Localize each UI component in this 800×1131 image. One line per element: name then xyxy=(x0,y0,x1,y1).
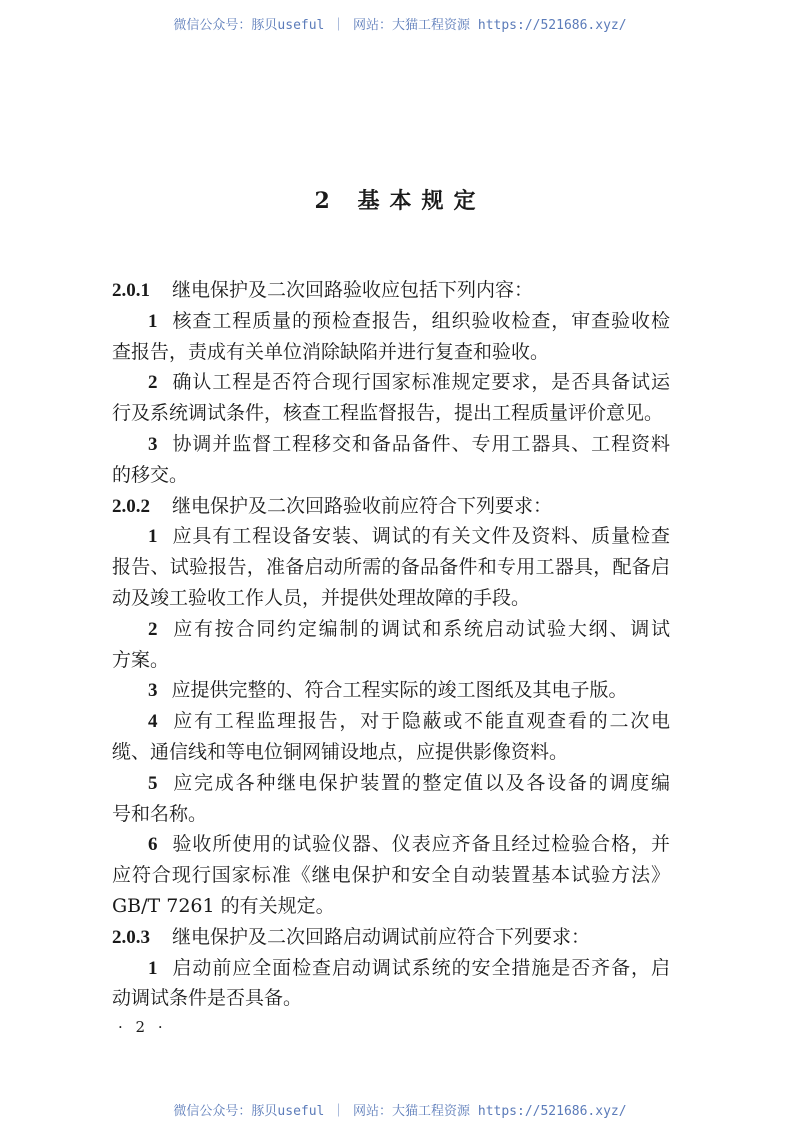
line-text: 动调试条件是否具备。 xyxy=(112,987,303,1010)
line-text: 查报告，责成有关单位消除缺陷并进行复查和验收。 xyxy=(112,340,550,363)
item-number: 1 xyxy=(148,310,158,332)
item-line xyxy=(112,768,670,799)
item-line xyxy=(112,645,670,676)
watermark-footer: 微信公众号：豚贝useful ｜ 网站：大猫工程资源 https://521686.xyz/ xyxy=(173,1104,627,1119)
item-number: 6 xyxy=(148,834,158,856)
clause-number: 2.0.3 xyxy=(112,926,150,948)
item-line xyxy=(112,614,670,645)
clause-number: 2.0.2 xyxy=(112,495,150,517)
item-line xyxy=(112,552,670,583)
item-line xyxy=(112,799,670,830)
line-text: 应提供完整的、符合工程实际的竣工图纸及其电子版。 xyxy=(171,679,628,702)
item-line xyxy=(112,706,670,737)
line-text: 行及系统调试条件，核查工程监督报告，提出工程质量评价意见。 xyxy=(112,402,664,425)
clause-line xyxy=(112,922,670,953)
line-text: 应​符​合​现​行​国​家​标​准​《​继​电​保​护​和​安​全​自​动​装​置​基​本​试​验​方​法​》 xyxy=(112,864,670,887)
item-line xyxy=(112,460,670,491)
item-line xyxy=(112,860,670,891)
line-text: 缆、通信线和等电位铜网铺设地点，应提供影像资料。 xyxy=(112,740,569,763)
line-text: GB/T 7261 的有关规定。 xyxy=(112,894,335,917)
item-line xyxy=(112,367,670,398)
line-text: 应​有​按​合​同​约​定​编​制​的​调​试​和​系​统​启​动​试​验​大​纲​、​调​试 xyxy=(171,617,670,640)
item-number: 4 xyxy=(148,711,158,733)
item-number: 1 xyxy=(148,526,158,548)
item-number: 1 xyxy=(148,957,158,979)
page-number: · 2 · xyxy=(118,1018,167,1036)
item-number: 3 xyxy=(148,680,158,702)
line-text: 应​具​有​工​程​设​备​安​装​、​调​试​的​有​关​文​件​及​资​料​、​质​量​检​查 xyxy=(171,525,670,548)
item-line xyxy=(112,429,670,460)
item-line xyxy=(112,521,670,552)
item-line xyxy=(112,829,670,860)
line-text: 验​收​所​使​用​的​试​验​仪​器​、​仪​表​应​齐​备​且​经​过​检​验​合​格​，​并 xyxy=(171,833,670,856)
item-line xyxy=(112,891,670,922)
clause-number: 2.0.1 xyxy=(112,280,150,301)
clause-line xyxy=(112,275,670,306)
item-line xyxy=(112,675,670,706)
item-number: 2 xyxy=(148,618,158,640)
item-line xyxy=(112,306,670,337)
item-number: 5 xyxy=(148,772,158,794)
line-text: 应​有​工​程​监​理​报​告​，​对​于​隐​蔽​或​不​能​直​观​查​看​的​二​次​电 xyxy=(171,710,670,733)
item-number: 3 xyxy=(148,433,158,455)
line-text: 启​动​前​应​全​面​检​查​启​动​调​试​系​统​的​安​全​措​施​是​否​齐​备​，​启 xyxy=(171,956,670,979)
line-text: 方案。 xyxy=(112,648,170,671)
document-body xyxy=(112,275,670,1014)
watermark-header: 微信公众号：豚贝useful ｜ 网站：大猫工程资源 https://521686.xyz/ xyxy=(173,18,627,33)
section-title: 2 基本规定 xyxy=(314,188,486,214)
item-line xyxy=(112,398,670,429)
item-number: 2 xyxy=(148,372,158,394)
line-text: 号和名称。 xyxy=(112,802,208,825)
line-text: 动及竣工验收工作人员，并提供处理故障的手段。 xyxy=(112,586,531,609)
line-text: 继电保护及二次回路验收应包括下列内容： xyxy=(172,279,534,301)
item-line xyxy=(112,337,670,368)
item-line xyxy=(112,953,670,984)
line-text: 应​完​成​各​种​继​电​保​护​装​置​的​整​定​值​以​及​各​设​备​的​调​度​编 xyxy=(171,771,670,794)
item-line xyxy=(112,583,670,614)
item-line xyxy=(112,737,670,768)
line-text: 协​调​并​监​督​工​程​移​交​和​备​品​备​件​、​专​用​工​器​具​、​工​程​资​料 xyxy=(171,432,670,455)
item-line xyxy=(112,983,670,1014)
line-text: 继电保护及二次回路验收前应符合下列要求： xyxy=(172,494,553,517)
line-text: 继电保护及二次回路启动调试前应符合下列要求： xyxy=(172,925,591,948)
line-text: 确​认​工​程​是​否​符​合​现​行​国​家​标​准​规​定​要​求​，​是​否​具​备​试​运 xyxy=(171,371,670,394)
line-text: 核​查​工​程​质​量​的​预​检​查​报​告​，​组​织​验​收​检​查​，​审​查​验​收​检 xyxy=(171,309,670,332)
line-text: 的移交。 xyxy=(112,463,189,486)
clause-line xyxy=(112,491,670,522)
line-text: 报​告​、​试​验​报​告​，​准​备​启​动​所​需​的​备​品​备​件​和​专​用​工​器​具​，​配​备​启 xyxy=(112,556,670,579)
